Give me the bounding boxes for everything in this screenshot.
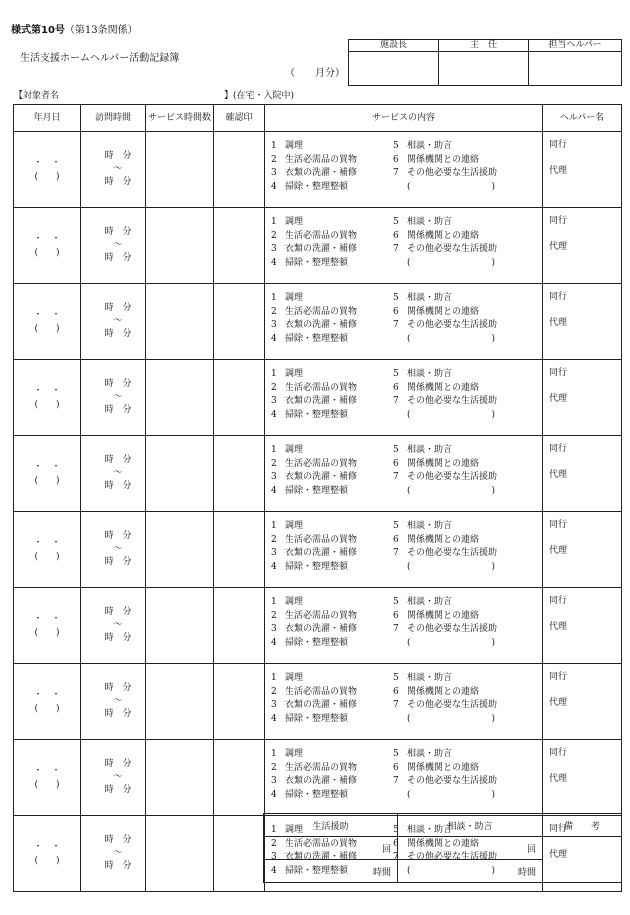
table-row bbox=[14, 740, 622, 816]
visit-time-cell[interactable] bbox=[81, 436, 146, 512]
form-number-label: 様式第10号 bbox=[11, 25, 65, 36]
col-header-confirmation-seal: 確認印 bbox=[214, 105, 265, 132]
helper-accompany-label: 同行 bbox=[549, 672, 568, 682]
summary-header-consultation: 相談・助言 bbox=[398, 814, 543, 837]
date-dots: ・ ・ bbox=[33, 613, 61, 624]
time-separator: 〜 bbox=[113, 164, 123, 174]
helper-substitute-label: 代理 bbox=[549, 774, 568, 784]
table-row bbox=[14, 284, 622, 360]
date-cell[interactable] bbox=[14, 664, 81, 740]
service-content-cell[interactable] bbox=[265, 284, 543, 360]
subject-name-label: 【対象者名 bbox=[14, 91, 60, 101]
helper-substitute-label: 代理 bbox=[549, 850, 568, 860]
end-time: 時 分 bbox=[104, 177, 132, 187]
date-weekday: ( ) bbox=[34, 779, 60, 790]
end-time: 時 分 bbox=[104, 557, 132, 567]
service-hours-cell[interactable] bbox=[146, 816, 214, 892]
confirmation-seal-cell[interactable] bbox=[214, 436, 265, 512]
table-row bbox=[14, 132, 622, 208]
date-weekday: ( ) bbox=[34, 855, 60, 866]
helper-name-cell[interactable] bbox=[543, 132, 622, 208]
helper-accompany-label: 同行 bbox=[549, 520, 568, 530]
table-row bbox=[14, 588, 622, 664]
service-line: 2 生活必需品の買物 6 関係機関との連絡 bbox=[271, 230, 480, 241]
service-content-cell[interactable] bbox=[265, 664, 543, 740]
service-hours-cell[interactable] bbox=[146, 208, 214, 284]
service-hours-cell[interactable] bbox=[146, 436, 214, 512]
helper-name-cell[interactable] bbox=[543, 436, 622, 512]
col-header-service-hours: サービス時間数 bbox=[146, 105, 214, 132]
date-dots: ・ ・ bbox=[33, 461, 61, 472]
confirmation-seal-cell[interactable] bbox=[214, 132, 265, 208]
approval-stamp-director[interactable] bbox=[349, 52, 439, 86]
service-line: 3 衣類の洗濯・補修 7 その他必要な生活援助 bbox=[271, 624, 498, 634]
confirmation-seal-cell[interactable] bbox=[214, 284, 265, 360]
service-line: 1 調理 5 相談・助言 bbox=[271, 673, 453, 683]
time-separator: 〜 bbox=[113, 468, 123, 478]
service-line: 3 衣類の洗濯・補修 7 その他必要な生活援助 bbox=[271, 168, 498, 178]
helper-accompany-label: 同行 bbox=[549, 444, 568, 454]
service-content-cell[interactable] bbox=[265, 588, 543, 664]
form-number bbox=[11, 21, 138, 36]
helper-accompany-label: 同行 bbox=[549, 748, 568, 758]
service-line: 2 生活必需品の買物 6 関係機関との連絡 bbox=[271, 154, 480, 165]
life-support-count[interactable]: 回 bbox=[264, 837, 398, 860]
table-row bbox=[14, 208, 622, 284]
service-line: 1 調理 5 相談・助言 bbox=[271, 369, 453, 379]
time-separator: 〜 bbox=[113, 772, 123, 782]
helper-accompany-label: 同行 bbox=[549, 596, 568, 606]
date-weekday: ( ) bbox=[34, 323, 60, 334]
end-time: 時 分 bbox=[104, 405, 132, 415]
end-time: 時 分 bbox=[104, 253, 132, 263]
service-line: 4 掃除・整理整頓 ( ) bbox=[271, 789, 496, 800]
col-header-service-content: サービスの内容 bbox=[265, 105, 543, 132]
date-weekday: ( ) bbox=[34, 247, 60, 258]
service-line: 1 調理 5 相談・助言 bbox=[271, 597, 453, 607]
service-hours-cell[interactable] bbox=[146, 664, 214, 740]
date-dots: ・ ・ bbox=[33, 537, 61, 548]
confirmation-seal-cell[interactable] bbox=[214, 208, 265, 284]
service-line: 3 衣類の洗濯・補修 7 その他必要な生活援助 bbox=[271, 852, 498, 862]
helper-substitute-label: 代理 bbox=[549, 394, 568, 404]
document-title: 生活支援ホームヘルパー活動記録簿 bbox=[20, 53, 180, 64]
service-line: 1 調理 5 相談・助言 bbox=[271, 445, 453, 455]
table-row bbox=[14, 664, 622, 740]
consultation-count[interactable]: 回 bbox=[398, 837, 543, 860]
approval-header-chief: 主 任 bbox=[439, 40, 529, 52]
col-header-date: 年月日 bbox=[14, 105, 81, 132]
service-line: 2 生活必需品の買物 6 関係機関との連絡 bbox=[271, 306, 480, 317]
service-line: 1 調理 5 相談・助言 bbox=[271, 825, 453, 835]
visit-time-cell[interactable] bbox=[81, 132, 146, 208]
service-hours-cell[interactable] bbox=[146, 588, 214, 664]
end-time: 時 分 bbox=[104, 633, 132, 643]
date-cell[interactable] bbox=[14, 284, 81, 360]
start-time: 時 分 bbox=[104, 607, 132, 617]
date-cell[interactable] bbox=[14, 816, 81, 892]
service-content-cell[interactable] bbox=[265, 132, 543, 208]
summary-header-remarks: 備 考 bbox=[543, 814, 622, 837]
service-line: 3 衣類の洗濯・補修 7 その他必要な生活援助 bbox=[271, 244, 498, 254]
service-line: 2 生活必需品の買物 6 関係機関との連絡 bbox=[271, 610, 480, 621]
date-cell[interactable] bbox=[14, 360, 81, 436]
confirmation-seal-cell[interactable] bbox=[214, 740, 265, 816]
month-field[interactable]: （ 月分） bbox=[285, 68, 345, 79]
service-line: 3 衣類の洗濯・補修 7 その他必要な生活援助 bbox=[271, 320, 498, 330]
start-time: 時 分 bbox=[104, 227, 132, 237]
service-hours-cell[interactable] bbox=[146, 132, 214, 208]
date-cell[interactable] bbox=[14, 436, 81, 512]
life-support-hours[interactable]: 時間 bbox=[264, 860, 398, 883]
service-line: 3 衣類の洗濯・補修 7 その他必要な生活援助 bbox=[271, 472, 498, 482]
service-line: 3 衣類の洗濯・補修 7 その他必要な生活援助 bbox=[271, 776, 498, 786]
start-time: 時 分 bbox=[104, 379, 132, 389]
table-row bbox=[14, 512, 622, 588]
service-content-cell[interactable] bbox=[265, 360, 543, 436]
service-line: 2 生活必需品の買物 6 関係機関との連絡 bbox=[271, 382, 480, 393]
date-cell[interactable] bbox=[14, 208, 81, 284]
start-time: 時 分 bbox=[104, 455, 132, 465]
approval-header-helper: 担当ヘルパー bbox=[529, 40, 622, 52]
service-line: 1 調理 5 相談・助言 bbox=[271, 293, 453, 303]
date-cell[interactable] bbox=[14, 512, 81, 588]
helper-accompany-label: 同行 bbox=[549, 824, 568, 834]
activity-record-table bbox=[13, 104, 622, 892]
service-line: 2 生活必需品の買物 6 関係機関との連絡 bbox=[271, 686, 480, 697]
helper-name-cell[interactable] bbox=[543, 360, 622, 436]
time-separator: 〜 bbox=[113, 392, 123, 402]
service-line: 3 衣類の洗濯・補修 7 その他必要な生活援助 bbox=[271, 396, 498, 406]
visit-time-cell[interactable] bbox=[81, 208, 146, 284]
service-line: 4 掃除・整理整頓 ( ) bbox=[271, 561, 496, 572]
helper-name-cell[interactable] bbox=[543, 740, 622, 816]
service-line: 4 掃除・整理整頓 ( ) bbox=[271, 257, 496, 268]
time-separator: 〜 bbox=[113, 620, 123, 630]
visit-time-cell[interactable] bbox=[81, 588, 146, 664]
col-header-helper-name: ヘルパー名 bbox=[543, 105, 622, 132]
start-time: 時 分 bbox=[104, 759, 132, 769]
consultation-hours[interactable]: 時間 bbox=[398, 860, 543, 883]
confirmation-seal-cell[interactable] bbox=[214, 588, 265, 664]
subject-status: 】(在宅・入院中) bbox=[224, 91, 295, 101]
date-cell[interactable] bbox=[14, 588, 81, 664]
service-line: 4 掃除・整理整頓 ( ) bbox=[271, 713, 496, 724]
date-dots: ・ ・ bbox=[33, 841, 61, 852]
service-line: 1 調理 5 相談・助言 bbox=[271, 217, 453, 227]
remarks-field[interactable] bbox=[543, 837, 622, 883]
service-line: 4 掃除・整理整頓 ( ) bbox=[271, 865, 496, 876]
table-row bbox=[14, 436, 622, 512]
helper-name-cell[interactable] bbox=[543, 664, 622, 740]
helper-accompany-label: 同行 bbox=[549, 292, 568, 302]
helper-substitute-label: 代理 bbox=[549, 622, 568, 632]
service-content-cell[interactable] bbox=[265, 208, 543, 284]
date-dots: ・ ・ bbox=[33, 233, 61, 244]
service-line: 4 掃除・整理整頓 ( ) bbox=[271, 409, 496, 420]
date-cell[interactable] bbox=[14, 132, 81, 208]
approval-stamp-table bbox=[348, 39, 622, 86]
service-line: 4 掃除・整理整頓 ( ) bbox=[271, 333, 496, 344]
start-time: 時 分 bbox=[104, 303, 132, 313]
visit-time-cell[interactable] bbox=[81, 284, 146, 360]
service-content-cell[interactable] bbox=[265, 436, 543, 512]
start-time: 時 分 bbox=[104, 531, 132, 541]
visit-time-cell[interactable] bbox=[81, 512, 146, 588]
service-line: 1 調理 5 相談・助言 bbox=[271, 749, 453, 759]
service-line: 2 生活必需品の買物 6 関係機関との連絡 bbox=[271, 838, 480, 849]
confirmation-seal-cell[interactable] bbox=[214, 816, 265, 892]
service-content-cell[interactable] bbox=[265, 740, 543, 816]
date-weekday: ( ) bbox=[34, 703, 60, 714]
date-weekday: ( ) bbox=[34, 551, 60, 562]
date-dots: ・ ・ bbox=[33, 765, 61, 776]
helper-accompany-label: 同行 bbox=[549, 216, 568, 226]
confirmation-seal-cell[interactable] bbox=[214, 512, 265, 588]
service-line: 3 衣類の洗濯・補修 7 その他必要な生活援助 bbox=[271, 700, 498, 710]
helper-substitute-label: 代理 bbox=[549, 698, 568, 708]
end-time: 時 分 bbox=[104, 329, 132, 339]
start-time: 時 分 bbox=[104, 683, 132, 693]
helper-name-cell[interactable] bbox=[543, 588, 622, 664]
summary-header-life-support: 生活援助 bbox=[264, 814, 398, 837]
col-header-visit-time: 訪問時間 bbox=[81, 105, 146, 132]
end-time: 時 分 bbox=[104, 709, 132, 719]
service-line: 2 生活必需品の買物 6 関係機関との連絡 bbox=[271, 762, 480, 773]
helper-name-cell[interactable] bbox=[543, 284, 622, 360]
date-dots: ・ ・ bbox=[33, 385, 61, 396]
date-cell[interactable] bbox=[14, 740, 81, 816]
confirmation-seal-cell[interactable] bbox=[214, 360, 265, 436]
approval-stamp-chief[interactable] bbox=[439, 52, 529, 86]
end-time: 時 分 bbox=[104, 481, 132, 491]
service-line: 4 掃除・整理整頓 ( ) bbox=[271, 181, 496, 192]
time-separator: 〜 bbox=[113, 240, 123, 250]
date-dots: ・ ・ bbox=[33, 157, 61, 168]
end-time: 時 分 bbox=[104, 785, 132, 795]
helper-substitute-label: 代理 bbox=[549, 470, 568, 480]
time-separator: 〜 bbox=[113, 544, 123, 554]
date-weekday: ( ) bbox=[34, 475, 60, 486]
helper-accompany-label: 同行 bbox=[549, 368, 568, 378]
approval-header-director: 施設長 bbox=[349, 40, 439, 52]
date-weekday: ( ) bbox=[34, 627, 60, 638]
date-dots: ・ ・ bbox=[33, 309, 61, 320]
record-rows bbox=[14, 132, 622, 892]
helper-accompany-label: 同行 bbox=[549, 140, 568, 150]
start-time: 時 分 bbox=[104, 151, 132, 161]
table-row bbox=[14, 360, 622, 436]
helper-substitute-label: 代理 bbox=[549, 546, 568, 556]
helper-name-cell[interactable] bbox=[543, 512, 622, 588]
time-separator: 〜 bbox=[113, 848, 123, 858]
visit-time-cell[interactable] bbox=[81, 740, 146, 816]
helper-name-cell[interactable] bbox=[543, 208, 622, 284]
service-line: 3 衣類の洗濯・補修 7 その他必要な生活援助 bbox=[271, 548, 498, 558]
time-separator: 〜 bbox=[113, 696, 123, 706]
service-hours-cell[interactable] bbox=[146, 360, 214, 436]
visit-time-cell[interactable] bbox=[81, 664, 146, 740]
date-weekday: ( ) bbox=[34, 399, 60, 410]
confirmation-seal-cell[interactable] bbox=[214, 664, 265, 740]
service-hours-cell[interactable] bbox=[146, 284, 214, 360]
time-separator: 〜 bbox=[113, 316, 123, 326]
visit-time-cell[interactable] bbox=[81, 816, 146, 892]
end-time: 時 分 bbox=[104, 861, 132, 871]
helper-substitute-label: 代理 bbox=[549, 242, 568, 252]
service-line: 4 掃除・整理整頓 ( ) bbox=[271, 637, 496, 648]
helper-substitute-label: 代理 bbox=[549, 166, 568, 176]
date-weekday: ( ) bbox=[34, 171, 60, 182]
service-hours-cell[interactable] bbox=[146, 740, 214, 816]
visit-time-cell[interactable] bbox=[81, 360, 146, 436]
service-content-cell[interactable] bbox=[265, 512, 543, 588]
service-line: 4 掃除・整理整頓 ( ) bbox=[271, 485, 496, 496]
date-dots: ・ ・ bbox=[33, 689, 61, 700]
helper-substitute-label: 代理 bbox=[549, 318, 568, 328]
form-clause: （第13条関係） bbox=[64, 25, 138, 36]
service-line: 2 生活必需品の買物 6 関係機関との連絡 bbox=[271, 458, 480, 469]
service-line: 1 調理 5 相談・助言 bbox=[271, 141, 453, 151]
approval-stamp-helper[interactable] bbox=[529, 52, 622, 86]
start-time: 時 分 bbox=[104, 835, 132, 845]
service-line: 1 調理 5 相談・助言 bbox=[271, 521, 453, 531]
service-hours-cell[interactable] bbox=[146, 512, 214, 588]
service-line: 2 生活必需品の買物 6 関係機関との連絡 bbox=[271, 534, 480, 545]
summary-table bbox=[263, 813, 622, 883]
